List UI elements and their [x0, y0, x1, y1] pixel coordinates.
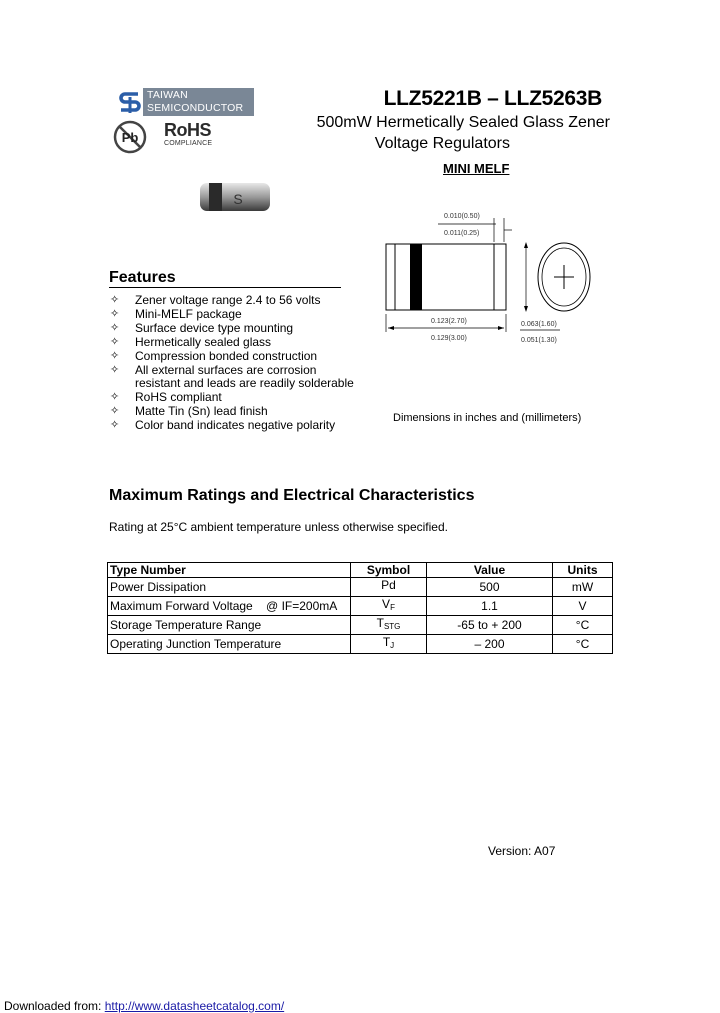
- header-type-number: Type Number: [108, 563, 351, 578]
- bullet-icon: ✧: [110, 321, 120, 334]
- rohs-label: RoHS: [164, 120, 211, 140]
- subtitle-line2: Voltage Regulators: [374, 135, 510, 152]
- dim-top-label-1: 0.010(0.50): [444, 213, 480, 220]
- bullet-icon: ✧: [110, 349, 120, 362]
- company-name-line1: TAIWAN: [147, 89, 188, 101]
- package-dimension-diagram: [378, 206, 618, 356]
- header-symbol: Symbol: [351, 563, 427, 578]
- feature-item: ✧ All external surfaces are corrosion: [110, 362, 317, 377]
- section-title: Maximum Ratings and Electrical Characteristics: [109, 487, 475, 504]
- feature-item: ✧ Hermetically sealed glass: [110, 334, 272, 349]
- table-row: Power Dissipation Pd 500 mW: [108, 578, 613, 597]
- table-header-row: [108, 563, 613, 578]
- bullet-icon: ✧: [110, 419, 120, 432]
- feature-item: ✧ RoHS compliant: [110, 390, 222, 405]
- dim-length-label-1: 0.123(2.70): [431, 318, 467, 325]
- pb-free-icon: [113, 120, 147, 154]
- part-number-title: LLZ5221B – LLZ5263B: [383, 87, 602, 110]
- bullet-icon: ✧: [110, 294, 120, 306]
- dimension-note: Dimensions in inches and (millimeters): [393, 412, 582, 424]
- footer-link[interactable]: http://www.datasheetcatalog.com/: [104, 999, 285, 1013]
- feature-item: ✧ Matte Tin (Sn) lead finish: [110, 404, 268, 419]
- features-divider: [109, 287, 341, 288]
- ratings-table: [107, 562, 613, 654]
- feature-item: ✧ Color band indicates negative polarity: [110, 418, 336, 433]
- table-row: Maximum Forward Voltage @ IF=200mA $V_F$ 1.1 V: [108, 597, 613, 616]
- features-list: [110, 294, 354, 433]
- footer-prefix: Downloaded from:: [4, 999, 102, 1013]
- company-logo-icon: [118, 91, 142, 115]
- package-label: MINI MELF: [443, 161, 510, 176]
- header-units: Units: [553, 563, 613, 578]
- pb-text: Pb: [121, 130, 139, 145]
- header-value: Value: [427, 563, 553, 578]
- feature-item: ✧ Surface device type mounting: [110, 320, 294, 335]
- feature-item-continued: resistant and leads are readily solderable: [135, 376, 354, 391]
- download-footer: [4, 999, 284, 1013]
- bullet-icon: ✧: [110, 391, 120, 404]
- table-row: Storage Temperature Range $T_{STG}$ -65 to + 200 °C: [108, 616, 613, 635]
- bullet-icon: ✧: [110, 335, 120, 348]
- bullet-icon: ✧: [110, 307, 120, 320]
- version-label: Version: A07: [488, 844, 556, 858]
- dim-diameter-label-1: 0.063(1.60): [521, 321, 557, 328]
- company-name-line2: SEMICONDUCTOR: [147, 102, 244, 114]
- dim-length-label-2: 0.129(3.00): [431, 335, 467, 342]
- feature-item: ✧ Mini-MELF package: [110, 306, 242, 321]
- diode-package-photo: [198, 182, 272, 212]
- rohs-compliance-label: COMPLIANCE: [164, 140, 213, 147]
- subtitle-line1: 500mW Hermetically Sealed Glass Zener: [316, 114, 610, 131]
- feature-item: ✧ Compression bonded construction: [110, 348, 318, 363]
- dim-diameter-label-2: 0.051(1.30): [521, 337, 557, 344]
- rating-note: Rating at 25°C ambient temperature unless otherwise specified.: [109, 520, 448, 534]
- feature-item: ✧ Zener voltage range 2.4 to 56 volts: [110, 293, 321, 307]
- bullet-icon: ✧: [110, 405, 120, 418]
- bullet-icon: ✧: [110, 363, 120, 376]
- table-row: Operating Junction Temperature $T_J$ – 200 °C: [108, 635, 613, 654]
- dim-top-label-2: 0.011(0.25): [444, 230, 480, 237]
- features-heading: Features: [109, 269, 176, 286]
- svg-text:S: S: [233, 191, 243, 207]
